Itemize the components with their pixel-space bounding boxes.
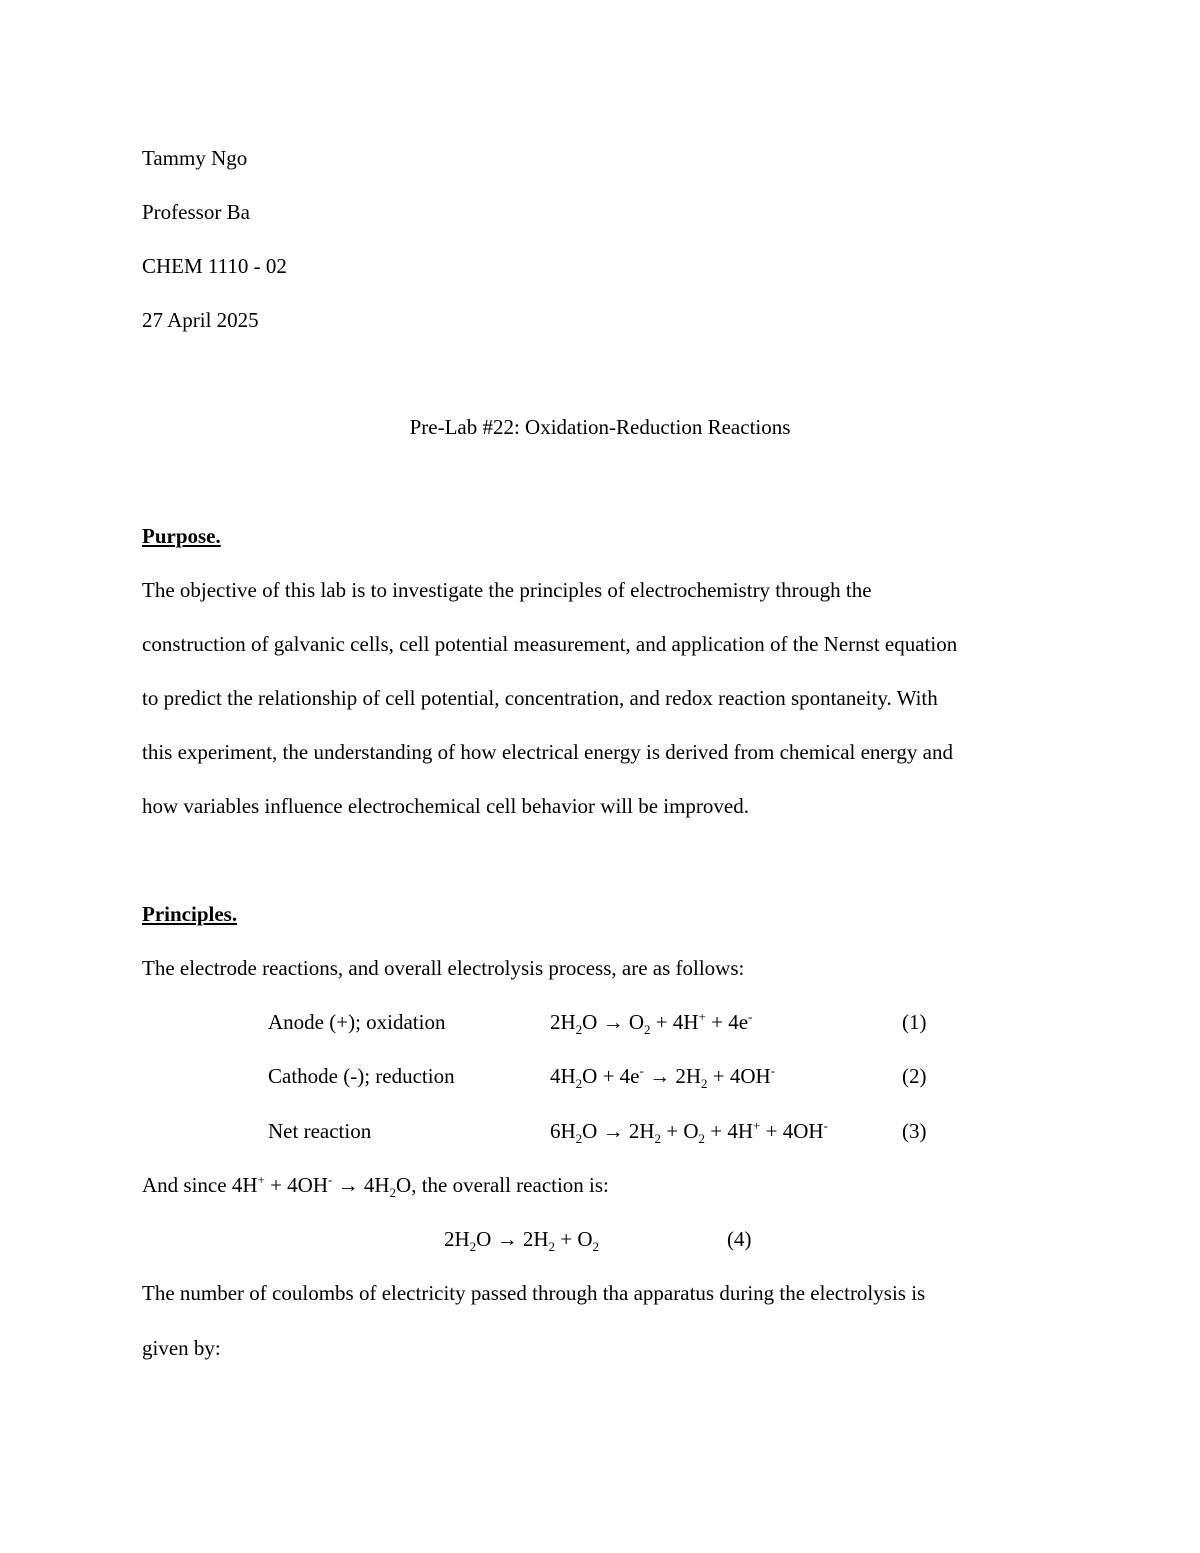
reaction-label-cathode: Cathode (-); reduction [268, 1064, 455, 1088]
reaction-number-3: (3) [902, 1119, 927, 1143]
purpose-line-2: construction of galvanic cells, cell potential measurement, and application of the Nernst equation [142, 632, 958, 656]
purpose-line-1: The objective of this lab is to investigate the principles of electrochemistry through the [142, 578, 872, 602]
document-title: Pre-Lab #22: Oxidation-Reduction Reactions [409, 415, 791, 439]
reaction-equation-anode: $2H_2O \to O_2 + 4H^+ + 4e^-$ [550, 1009, 753, 1038]
reaction-equation-net: $6H_2O \to 2H_2 + O_2 + 4H^+ + 4OH^-$ [550, 1118, 828, 1147]
purpose-line-5: how variables influence electrochemical cell behavior will be improved. [142, 794, 750, 818]
course-code: CHEM 1110 - 02 [142, 254, 287, 278]
reaction-number-4: (4) [727, 1227, 752, 1251]
purpose-line-4: this experiment, the understanding of how electrical energy is derived from chemical energy and [142, 740, 953, 764]
reaction-number-2: (2) [902, 1064, 927, 1088]
since-text-start: And since [142, 1173, 227, 1197]
principles-heading: Principles. [142, 902, 238, 926]
coulombs-line-2: given by: [142, 1336, 221, 1360]
overall-reaction-equation: $2H_2O \to 2H_2 + O_2$ [444, 1227, 600, 1255]
reaction-label-anode: Anode (+); oxidation [268, 1010, 446, 1034]
reaction-number-1: (1) [902, 1010, 927, 1034]
document-date: 27 April 2025 [142, 308, 259, 332]
professor-name: Professor Ba [142, 200, 250, 224]
student-name: Tammy Ngo [142, 146, 248, 170]
purpose-heading: Purpose. [142, 524, 221, 548]
reaction-equation-cathode: $4H_2O + 4e^- \to 2H_2 + 4OH^-$ [550, 1063, 776, 1092]
coulombs-line-1: The number of coulombs of electricity passed through tha apparatus during the electrolysis is [142, 1281, 926, 1305]
purpose-line-3: to predict the relationship of cell potential, concentration, and redox reaction spontaneity. With [142, 686, 938, 710]
principles-intro: The electrode reactions, and overall electrolysis process, are as follows: [142, 956, 745, 980]
since-statement: And since $4H^+ + 4OH^- \to 4H_2O$, the overall reaction is: [142, 1172, 609, 1201]
since-text-end: , the overall reaction is: [411, 1173, 609, 1197]
reaction-label-net: Net reaction [268, 1119, 372, 1143]
